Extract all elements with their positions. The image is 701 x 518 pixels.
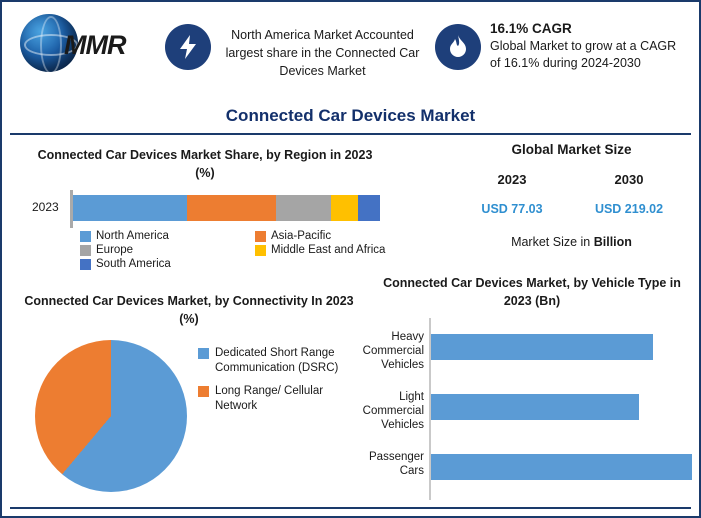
- legend-item: [80, 230, 255, 242]
- bottom-divider: [10, 507, 691, 509]
- vehicle-type-label-passenger: Passenger Cars: [369, 451, 424, 477]
- global-market-size-year-2030: 2030: [614, 172, 644, 187]
- header-callout-right-text: Global Market to grow at a CAGR of 16.1% during 2024-2030: [490, 39, 677, 70]
- legend-label: Middle East and Africa: [271, 244, 386, 256]
- connectivity-pie-chart: [35, 340, 187, 492]
- header: [2, 2, 699, 92]
- market-size-unit-prefix: Market Size in: [511, 235, 594, 249]
- legend-swatch-europe: [80, 245, 91, 256]
- legend-item: [80, 244, 255, 256]
- page-title: Connected Car Devices Market: [225, 106, 476, 125]
- vehicle-type-label-light: Light Commercial Vehicles: [362, 391, 424, 431]
- vehicle-type-row: [352, 322, 692, 382]
- vehicle-type-row: [352, 442, 692, 502]
- flame-icon: [435, 24, 481, 70]
- legend-swatch-asia-pacific: [255, 231, 266, 242]
- legend-item: [198, 384, 358, 414]
- region-segment-north-america: [73, 195, 187, 221]
- vehicle-type-label-heavy: Heavy Commercial Vehicles: [362, 331, 424, 371]
- brand-name: MMR: [64, 30, 126, 60]
- region-segment-europe: [276, 195, 331, 221]
- region-segment-mea: [331, 195, 359, 221]
- legend-swatch-south-america: [80, 259, 91, 270]
- market-size-unit-bold: Billion: [593, 235, 632, 249]
- title-divider: [10, 133, 691, 135]
- vehicle-type-bar-heavy: [431, 334, 653, 360]
- legend-swatch-north-america: [80, 231, 91, 242]
- bolt-icon: [165, 24, 211, 70]
- legend-label: Asia-Pacific: [271, 230, 332, 242]
- region-chart-title: Connected Car Devices Market Share, by Region in 2023 (%): [37, 148, 373, 180]
- vehicle-type-bar-passenger: [431, 454, 692, 480]
- global-market-size-value-2023: USD 77.03: [481, 202, 543, 216]
- legend-label: South America: [96, 258, 171, 270]
- vehicle-type-bar-light: [431, 394, 639, 420]
- legend-item: [80, 258, 255, 270]
- legend-swatch-mea: [255, 245, 266, 256]
- region-chart-category-label: 2023: [32, 200, 59, 214]
- vehicle-type-chart-title: Connected Car Devices Market, by Vehicle Type in 2023 (Bn): [383, 276, 681, 308]
- legend-item: [255, 244, 385, 256]
- legend-item: [198, 346, 358, 376]
- global-market-size-title: Global Market Size: [511, 142, 632, 157]
- global-market-size-unit: [454, 235, 689, 249]
- header-callout-right: [490, 20, 680, 72]
- brand-logo: [12, 8, 152, 78]
- legend-label: Dedicated Short Range Communication (DSRC): [215, 347, 339, 374]
- legend-swatch-dsrc: [198, 348, 209, 359]
- region-segment-asia-pacific: [187, 195, 276, 221]
- legend-swatch-cellular: [198, 386, 209, 397]
- legend-item: [255, 230, 331, 242]
- legend-label: North America: [96, 230, 169, 242]
- vehicle-type-row: [352, 382, 692, 442]
- global-market-size-year-2023: 2023: [497, 172, 527, 187]
- header-callout-left-text: North America Market Accounted largest share in the Connected Car Devices Market: [225, 28, 420, 78]
- global-market-size-value-2030: USD 219.02: [594, 202, 664, 216]
- region-segment-south-america: [358, 195, 379, 221]
- legend-label: Europe: [96, 244, 134, 256]
- connectivity-pie-legend: [198, 346, 358, 422]
- cagr-value: 16.1% CAGR: [490, 21, 572, 36]
- region-chart-legend: [80, 230, 480, 272]
- region-chart-stacked-bar: [73, 195, 380, 221]
- legend-label: Long Range/ Cellular Network: [215, 385, 324, 412]
- connectivity-chart-title: Connected Car Devices Market, by Connectivity In 2023 (%): [24, 294, 354, 326]
- region-chart: [32, 190, 382, 228]
- vehicle-type-chart: [352, 318, 692, 503]
